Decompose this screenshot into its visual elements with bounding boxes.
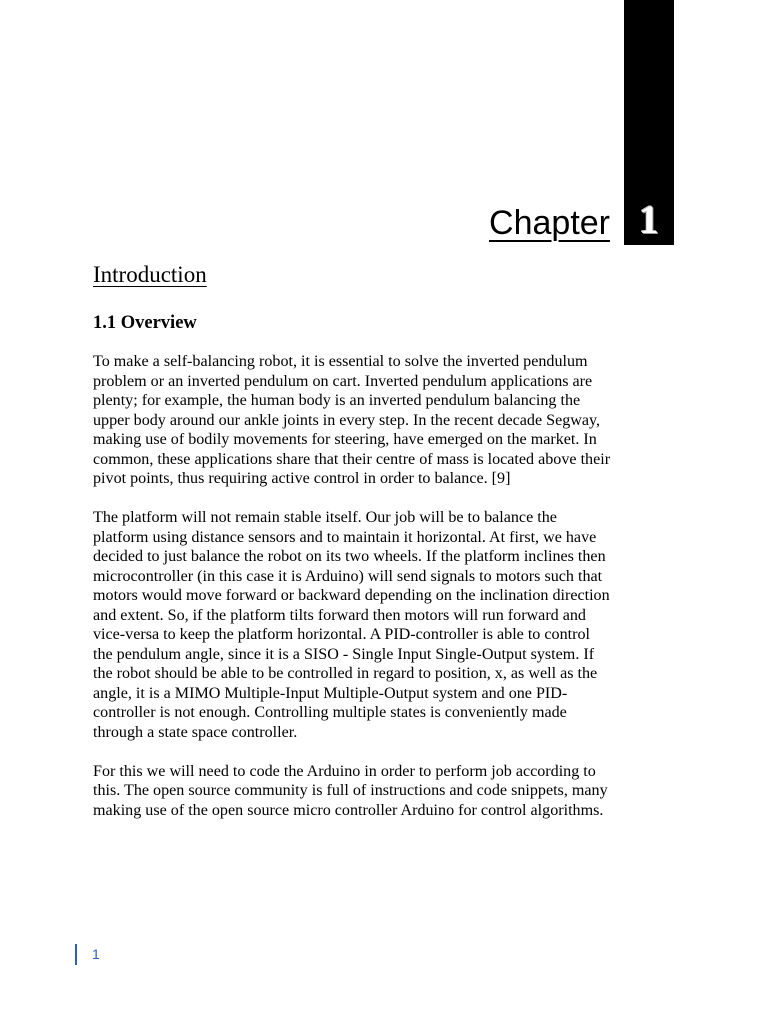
text-line: this. The open source community is full of instructions and code snippets, many (93, 782, 608, 799)
paragraph-2 (93, 508, 683, 742)
text-line: vice-versa to keep the platform horizontal. A PID-controller is able to control (93, 626, 590, 643)
footer-divider (75, 944, 77, 965)
text-line: common, these applications share that their centre of mass is located above their (93, 450, 611, 468)
text-line: To make a self-balancing robot, it is essential to solve the inverted pendulum (93, 353, 588, 370)
page-number: 1 (92, 946, 100, 962)
paragraph-1 (93, 352, 683, 489)
chapter-number: 1 (639, 197, 659, 242)
section-heading: 1.1 Overview (93, 313, 197, 333)
text-line: upper body around our ankle joints in every step. In the recent decade Segway, (93, 411, 601, 429)
text-line: controller is not enough. Controlling multiple states is conveniently made (93, 704, 567, 721)
text-line: The platform will not remain stable itself. Our job will be to balance the (93, 509, 557, 526)
text-line: platform using distance sensors and to maintain it horizontal. At first, we have (93, 528, 597, 546)
text-line: decided to just balance the robot on its two wheels. If the platform inclines then (93, 548, 606, 565)
chapter-title: Chapter (489, 204, 610, 242)
text-line: the robot should be able to be controlled in regard to position, x, as well as the (93, 665, 598, 682)
text-line: angle, it is a MIMO Multiple-Input Multiple-Output system and one PID- (93, 684, 568, 702)
text-line: the pendulum angle, since it is a SISO - Single Input Single-Output system. If (93, 645, 595, 663)
text-line: microcontroller (in this case it is Arduino) will send signals to motors such that (93, 567, 603, 585)
text-line: motors would move forward or backward depending on the inclination direction (93, 587, 610, 604)
paragraph-3 (93, 762, 683, 821)
body-text (93, 352, 683, 840)
text-line: For this we will need to code the Arduino in order to perform job according to (93, 762, 596, 780)
text-line: problem or an inverted pendulum on cart. Inverted pendulum applications are (93, 372, 593, 390)
text-line: making use of the open source micro controller Arduino for control algorithms. (93, 801, 604, 819)
text-line: through a state space controller. (93, 723, 298, 741)
introduction-heading: Introduction (93, 262, 207, 287)
text-line: and extent. So, if the platform tilts forward then motors will run forward and (93, 606, 586, 624)
text-line: pivot points, thus requiring active control in order to balance. [9] (93, 470, 511, 487)
text-line: making use of bodily movements for steering, have emerged on the market. In (93, 431, 597, 448)
text-line: plenty; for example, the human body is an inverted pendulum balancing the (93, 392, 581, 409)
